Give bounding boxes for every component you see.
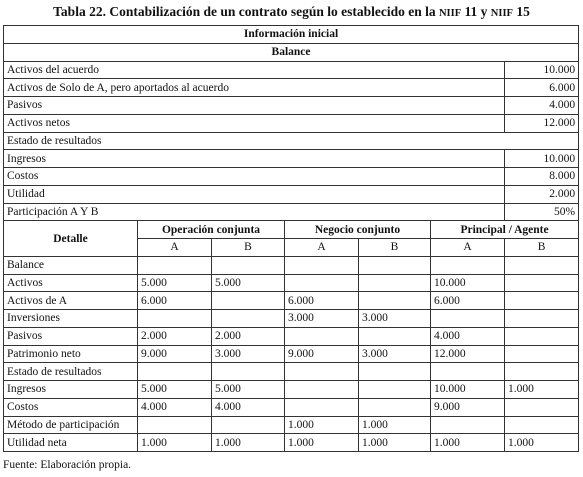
value-cell: 2.000 xyxy=(212,327,285,345)
source-note: Fuente: Elaboración propia. xyxy=(3,459,132,471)
value-cell xyxy=(285,381,359,399)
empty-cell xyxy=(138,363,212,381)
subheader-b: B xyxy=(505,239,579,257)
subheader-a: A xyxy=(285,239,359,257)
value-cell: 3.000 xyxy=(359,310,431,328)
row-value: 10.000 xyxy=(505,61,579,79)
row-label: Activos del acuerdo xyxy=(4,61,505,79)
subheader-b: B xyxy=(212,239,285,257)
row-label: Ingresos xyxy=(4,381,138,399)
value-cell xyxy=(505,416,579,434)
empty-cell xyxy=(212,256,285,274)
header-principal-agente: Principal / Agente xyxy=(431,221,579,239)
row-label: Inversiones xyxy=(4,310,138,328)
table-row xyxy=(4,185,579,203)
header-operacion-conjunta: Operación conjunta xyxy=(138,221,285,239)
value-cell: 4.000 xyxy=(431,327,505,345)
value-cell: 5.000 xyxy=(212,381,285,399)
value-cell: 6.000 xyxy=(285,292,359,310)
value-cell: 1.000 xyxy=(138,434,212,452)
table-row xyxy=(4,114,579,132)
empty-cell xyxy=(212,363,285,381)
empty-cell xyxy=(285,363,359,381)
empty-cell xyxy=(431,363,505,381)
value-cell: 2.000 xyxy=(138,327,212,345)
row-label: Participación A Y B xyxy=(4,203,505,221)
row-label: Método de participación xyxy=(4,416,138,434)
caption-niif-2: NIIF xyxy=(490,8,513,19)
row-value: 12.000 xyxy=(505,114,579,132)
subheader-a: A xyxy=(431,239,505,257)
table-row xyxy=(4,381,579,399)
empty-cell xyxy=(505,256,579,274)
info-title: Información inicial xyxy=(4,26,579,44)
row-label: Patrimonio neto xyxy=(4,345,138,363)
value-cell: 1.000 xyxy=(212,434,285,452)
row-label: Utilidad xyxy=(4,185,505,203)
row-value: 8.000 xyxy=(505,168,579,186)
row-label: Pasivos xyxy=(4,97,505,115)
table-row xyxy=(4,363,579,381)
value-cell: 10.000 xyxy=(431,381,505,399)
value-cell xyxy=(285,398,359,416)
row-value: 6.000 xyxy=(505,79,579,97)
row-label: Utilidad neta xyxy=(4,434,138,452)
value-cell: 1.000 xyxy=(285,434,359,452)
header-negocio-conjunto: Negocio conjunto xyxy=(285,221,431,239)
row-label: Activos xyxy=(4,274,138,292)
row-value: 50% xyxy=(505,203,579,221)
value-cell xyxy=(285,327,359,345)
empty-cell xyxy=(505,363,579,381)
value-cell: 3.000 xyxy=(212,345,285,363)
value-cell: 6.000 xyxy=(431,292,505,310)
value-cell: 1.000 xyxy=(505,434,579,452)
value-cell xyxy=(505,310,579,328)
table-caption xyxy=(0,4,583,22)
value-cell: 3.000 xyxy=(359,345,431,363)
row-value: 10.000 xyxy=(505,150,579,168)
value-cell: 9.000 xyxy=(431,398,505,416)
value-cell xyxy=(212,310,285,328)
value-cell: 9.000 xyxy=(285,345,359,363)
row-label: Activos netos xyxy=(4,114,505,132)
value-cell: 12.000 xyxy=(431,345,505,363)
row-label: Activos de Solo de A, pero aportados al acuerdo xyxy=(4,79,505,97)
value-cell: 1.000 xyxy=(359,434,431,452)
row-label: Costos xyxy=(4,168,505,186)
section-label: Estado de resultados xyxy=(4,363,138,381)
value-cell xyxy=(359,398,431,416)
subheader-a: A xyxy=(138,239,212,257)
table-row xyxy=(4,150,579,168)
value-cell: 1.000 xyxy=(359,416,431,434)
value-cell xyxy=(359,327,431,345)
row-label: Ingresos xyxy=(4,150,505,168)
table-row xyxy=(4,345,579,363)
accounting-table xyxy=(3,25,579,452)
table-row xyxy=(4,327,579,345)
empty-cell xyxy=(359,363,431,381)
table-row xyxy=(4,274,579,292)
value-cell xyxy=(505,274,579,292)
empty-cell xyxy=(285,256,359,274)
caption-niif-1: NIIF xyxy=(438,8,462,19)
table-row xyxy=(4,203,579,221)
section-label: Estado de resultados xyxy=(4,132,579,150)
table-row xyxy=(4,256,579,274)
value-cell xyxy=(285,274,359,292)
table-row xyxy=(4,61,579,79)
value-cell: 4.000 xyxy=(138,398,212,416)
table-row xyxy=(4,434,579,452)
subheader-b: B xyxy=(359,239,431,257)
value-cell: 10.000 xyxy=(431,274,505,292)
value-cell: 5.000 xyxy=(138,381,212,399)
value-cell xyxy=(505,345,579,363)
balance-title: Balance xyxy=(4,43,579,61)
value-cell xyxy=(505,398,579,416)
header-detalle: Detalle xyxy=(4,221,138,257)
value-cell xyxy=(359,274,431,292)
row-label: Pasivos xyxy=(4,327,138,345)
empty-cell xyxy=(359,256,431,274)
table-row xyxy=(4,43,579,61)
table-row xyxy=(4,398,579,416)
value-cell: 6.000 xyxy=(138,292,212,310)
value-cell xyxy=(505,327,579,345)
table-row xyxy=(4,221,579,239)
caption-mid: 11 y xyxy=(461,4,491,19)
value-cell xyxy=(431,310,505,328)
value-cell: 1.000 xyxy=(505,381,579,399)
value-cell xyxy=(505,292,579,310)
value-cell: 1.000 xyxy=(285,416,359,434)
value-cell xyxy=(359,381,431,399)
value-cell: 4.000 xyxy=(212,398,285,416)
value-cell xyxy=(212,292,285,310)
row-label: Costos xyxy=(4,398,138,416)
table-row xyxy=(4,97,579,115)
row-value: 2.000 xyxy=(505,185,579,203)
table-row xyxy=(4,416,579,434)
table-row xyxy=(4,79,579,97)
value-cell: 9.000 xyxy=(138,345,212,363)
empty-cell xyxy=(431,256,505,274)
value-cell: 3.000 xyxy=(285,310,359,328)
table-row xyxy=(4,292,579,310)
row-value: 4.000 xyxy=(505,97,579,115)
table-row xyxy=(4,310,579,328)
value-cell: 5.000 xyxy=(138,274,212,292)
value-cell xyxy=(359,292,431,310)
value-cell xyxy=(138,416,212,434)
empty-cell xyxy=(138,256,212,274)
value-cell xyxy=(138,310,212,328)
value-cell xyxy=(212,416,285,434)
section-label: Balance xyxy=(4,256,138,274)
table-row xyxy=(4,168,579,186)
table-row xyxy=(4,26,579,44)
value-cell: 5.000 xyxy=(212,274,285,292)
caption-prefix: Tabla 22. Contabilización de un contrato según lo establecido en la xyxy=(53,4,439,19)
value-cell: 1.000 xyxy=(431,434,505,452)
value-cell xyxy=(431,416,505,434)
caption-suffix: 15 xyxy=(512,4,530,19)
row-label: Activos de A xyxy=(4,292,138,310)
table-row xyxy=(4,132,579,150)
